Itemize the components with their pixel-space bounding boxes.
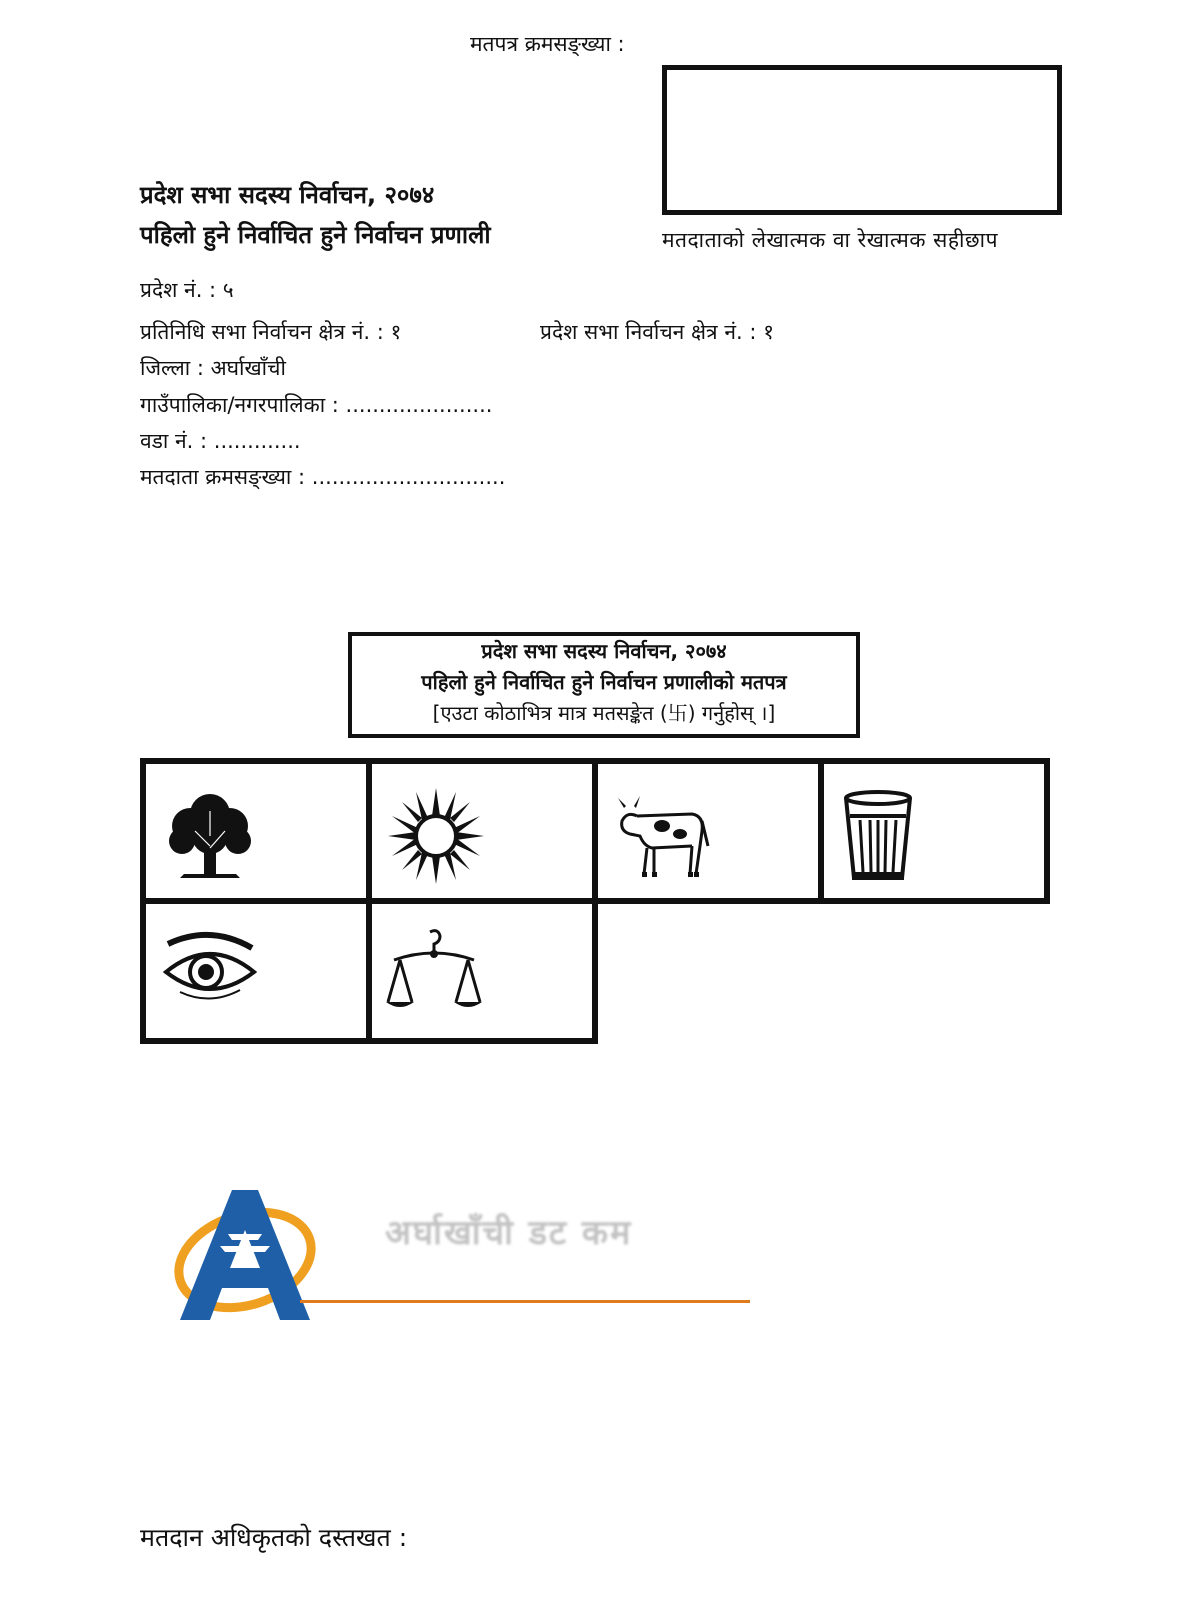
logo-a-icon bbox=[170, 1190, 320, 1320]
symbol-cell-sun[interactable] bbox=[366, 758, 598, 904]
hor-constituency-number: प्रतिनिधि सभा निर्वाचन क्षेत्र नं. : १ bbox=[140, 320, 402, 344]
symbol-cell-cow[interactable] bbox=[592, 758, 824, 904]
symbol-cell-glass[interactable] bbox=[818, 758, 1050, 904]
signature-caption: मतदाताको लेखात्मक वा रेखात्मक सहीछाप bbox=[662, 228, 999, 252]
symbol-cell-tree[interactable] bbox=[140, 758, 372, 904]
tree-icon bbox=[160, 786, 260, 886]
sun-icon bbox=[386, 786, 486, 886]
logo-text: अर्घाखाँची डट कम bbox=[385, 1213, 633, 1253]
officer-signature-label: मतदान अधिकृतको दस्तखत : bbox=[140, 1523, 408, 1552]
glass-icon bbox=[838, 786, 938, 886]
logo-underline bbox=[300, 1300, 750, 1303]
ballot-heading-line1: प्रदेश सभा सदस्य निर्वाचन, २०७४ bbox=[481, 639, 727, 663]
symbol-cell-eye[interactable] bbox=[140, 898, 372, 1044]
pa-constituency-number: प्रदेश सभा निर्वाचन क्षेत्र नं. : १ bbox=[540, 320, 775, 344]
eye-icon bbox=[160, 926, 260, 1026]
symbol-cell-scale[interactable] bbox=[366, 898, 598, 1044]
election-system-title: पहिलो हुने निर्वाचित हुने निर्वाचन प्रणाली bbox=[140, 221, 491, 249]
province-number: प्रदेश नं. : ५ bbox=[140, 278, 234, 302]
election-title: प्रदेश सभा सदस्य निर्वाचन, २०७४ bbox=[140, 181, 435, 209]
scale-icon bbox=[386, 926, 486, 1026]
ward-field: वडा नं. : ............. bbox=[140, 429, 301, 453]
municipality-field: गाउँपालिका/नगरपालिका : ...................... bbox=[140, 393, 493, 417]
ballot-serial-label: मतपत्र क्रमसङ्ख्या : bbox=[470, 32, 625, 56]
cow-icon bbox=[612, 786, 712, 886]
website-logo bbox=[170, 1190, 320, 1324]
ballot-instruction: [एउटा कोठाभित्र मात्र मतसङ्केत (卐) गर्नुहोस् ।] bbox=[432, 701, 776, 725]
ballot-heading-box bbox=[348, 632, 860, 738]
voter-serial-field: मतदाता क्रमसङ्ख्या : ............................. bbox=[140, 465, 506, 489]
ballot-heading-line2: पहिलो हुने निर्वाचित हुने निर्वाचन प्रणालीको मतपत्र bbox=[421, 670, 787, 694]
district-field: जिल्ला : अर्घाखाँची bbox=[140, 356, 286, 380]
voter-signature-box bbox=[662, 65, 1062, 215]
